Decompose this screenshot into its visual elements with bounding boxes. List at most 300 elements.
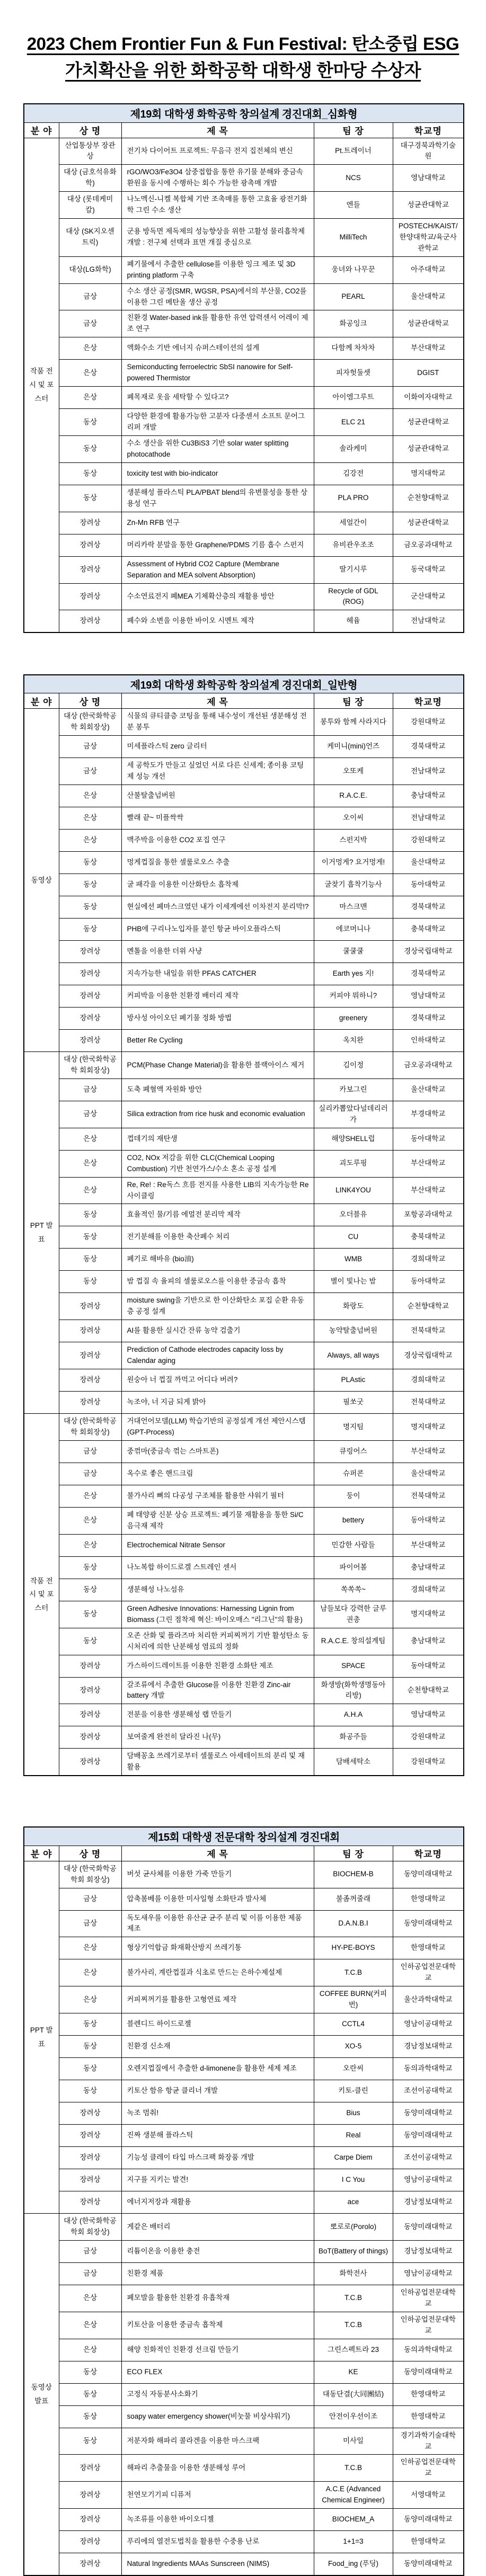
title-cell: 진짜 생분해 플라스틱 — [121, 2125, 314, 2147]
team-cell: 해양SHELL럽 — [314, 1128, 393, 1150]
title-cell: 녹조 멈춰! — [121, 2102, 314, 2125]
school-cell: 전북대학교 — [393, 1392, 464, 1414]
title-cell: CO2, NOx 저감을 위한 CLC(Chemical Looping Combustion) 기반 천연가스/수소 혼소 공정 설계 — [121, 1150, 314, 1177]
award-cell: 동상 — [59, 1579, 121, 1601]
table-row — [24, 807, 464, 830]
school-cell: 동양미래대학교 — [393, 2361, 464, 2383]
table-row — [24, 2058, 464, 2080]
team-cell: 김강전 — [314, 462, 393, 485]
title-cell: Silica extraction from rice husk and economic evaluation — [121, 1101, 314, 1128]
table-row — [24, 2509, 464, 2531]
team-cell: 커피야 뭐하니? — [314, 985, 393, 1008]
team-cell: 케미니(mini)언즈 — [314, 736, 393, 758]
title-cell: 맥주박을 이용한 CO2 포집 연구 — [121, 830, 314, 852]
team-cell: T.C.B — [314, 1959, 393, 1986]
team-cell: 오이씨 — [314, 807, 393, 830]
title-cell: 고정식 자동분사소화기 — [121, 2383, 314, 2405]
title-cell: 산불탈출넘버원 — [121, 785, 314, 807]
team-cell: T.C.B — [314, 2285, 393, 2312]
school-cell: 동양미래대학교 — [393, 2509, 464, 2531]
team-cell: Food_ing (푸딩) — [314, 2553, 393, 2575]
title-cell: 친환경 Water-based ink를 활용한 유연 압력센서 어레이 제조 연구 — [121, 310, 314, 337]
school-cell: 경남정보대학교 — [393, 2191, 464, 2214]
school-cell: 성균관대학교 — [393, 436, 464, 463]
award-cell: 동상 — [59, 436, 121, 463]
table-row — [24, 1030, 464, 1052]
title-cell: 키토산 함유 항균 클리너 개발 — [121, 2080, 314, 2102]
title-cell: ECO FLEX — [121, 2361, 314, 2383]
award-cell: 장려상 — [59, 2125, 121, 2147]
team-cell: Earth yes 지! — [314, 963, 393, 985]
award-cell: 장려상 — [59, 1704, 121, 1726]
team-cell: 미사일 — [314, 2428, 393, 2455]
team-cell: D.A.N.B.I — [314, 1910, 393, 1937]
award-cell: 금상 — [59, 310, 121, 337]
team-cell: BIOCHEM-B — [314, 1861, 393, 1888]
team-cell: Carpe Diem — [314, 2147, 393, 2169]
title-cell: Natural Ingredients MAAs Sunscreen (NIMS) — [121, 2553, 314, 2575]
award-cell: 금상 — [59, 1888, 121, 1910]
table-row — [24, 1204, 464, 1226]
award-cell: 은상 — [59, 830, 121, 852]
school-cell: 경상국립대학교 — [393, 1342, 464, 1369]
table-row — [24, 2191, 464, 2214]
table-row — [24, 1749, 464, 1776]
award-cell: 장려상 — [59, 941, 121, 963]
school-cell: 순천향대학교 — [393, 485, 464, 512]
award-cell: 장려상 — [59, 1030, 121, 1052]
title-cell: soapy water emergency shower(비눗물 비상샤워기) — [121, 2405, 314, 2428]
award-cell: 장려상 — [59, 1677, 121, 1704]
table-row — [24, 1101, 464, 1128]
team-cell: 웅녀와 나무꾼 — [314, 256, 393, 283]
award-cell: 동상 — [59, 409, 121, 436]
award-cell: 장려상 — [59, 1320, 121, 1342]
team-cell: T.C.B — [314, 2455, 393, 2482]
title-cell: 멍게껍질을 통한 셀룰로오스 추출 — [121, 852, 314, 874]
table-row — [24, 2125, 464, 2147]
school-cell: 동양미래대학교 — [393, 2553, 464, 2575]
table-row — [24, 1861, 464, 1888]
team-cell: 피자헛둘셋 — [314, 360, 393, 387]
title-cell: 지구를 지키는 발견! — [121, 2169, 314, 2191]
team-cell: greenery — [314, 1008, 393, 1030]
table-row — [24, 1534, 464, 1556]
award-cell: 장려상 — [59, 2102, 121, 2125]
table-row — [24, 1226, 464, 1249]
team-cell: PLA PRO — [314, 485, 393, 512]
school-cell: 동양미래대학교 — [393, 2125, 464, 2147]
school-cell: 경북대학교 — [393, 963, 464, 985]
team-cell: ace — [314, 2191, 393, 2214]
award-cell: 은상 — [59, 1986, 121, 2013]
title-cell: 미세플라스틱 zero 글리터 — [121, 736, 314, 758]
title-cell: 게같은 배터리 — [121, 2214, 314, 2241]
table-row — [24, 1293, 464, 1320]
table-title: 제19회 대학생 화학공학 창의설계 경진대회_심화형 — [24, 104, 464, 122]
title-cell: 수소 생산을 위한 Cu3BiS3 기반 solar water splitting photocathode — [121, 436, 314, 463]
table-row — [24, 2169, 464, 2191]
title-cell: 키토산을 이용한 중금속 흡착제 — [121, 2312, 314, 2339]
title-cell: 보여줄게 완전히 달라진 나(무) — [121, 1726, 314, 1749]
table-row — [24, 1910, 464, 1937]
table-row — [24, 219, 464, 257]
team-cell: T.C.B — [314, 2312, 393, 2339]
award-cell: 은상 — [59, 1959, 121, 1986]
school-cell: 인하공업전문대학교 — [393, 2285, 464, 2312]
team-cell: Bius — [314, 2102, 393, 2125]
school-cell: 부산대학교 — [393, 1534, 464, 1556]
title-cell: 불가사리, 계란껍질과 식초로 만드는 은하수제설제 — [121, 1959, 314, 1986]
title-cell: Zn-Mn RFB 연구 — [121, 512, 314, 534]
table-row — [24, 2080, 464, 2102]
school-cell: 경북대학교 — [393, 896, 464, 919]
table-row — [24, 2147, 464, 2169]
school-cell: 인하공업전문대학교 — [393, 2455, 464, 2482]
title-cell: 가스하이드레이트를 이용한 친환경 소화탄 제조 — [121, 1655, 314, 1677]
team-cell: 솔라케미 — [314, 436, 393, 463]
school-cell: 충남대학교 — [393, 785, 464, 807]
team-cell: 쏙쏙쏙~ — [314, 1579, 393, 1601]
table-row — [24, 610, 464, 632]
column-header-school: 학교명 — [393, 1846, 464, 1861]
team-cell: CU — [314, 1226, 393, 1249]
school-cell: 울산대학교 — [393, 283, 464, 310]
award-cell: 동상 — [59, 1271, 121, 1293]
award-cell: 동상 — [59, 1556, 121, 1579]
team-cell: 굴찾기 흡착기능사 — [314, 874, 393, 896]
team-cell: COFFEE BURN(커피번) — [314, 1986, 393, 2013]
award-cell: 금상 — [59, 1463, 121, 1485]
table-row — [24, 1177, 464, 1204]
school-cell: 영남대학교 — [393, 1704, 464, 1726]
table-row — [24, 165, 464, 192]
table-row — [24, 256, 464, 283]
school-cell: 부산대학교 — [393, 1150, 464, 1177]
table-row — [24, 1628, 464, 1655]
school-cell: 조선이공대학교 — [393, 2080, 464, 2102]
award-cell: 동상 — [59, 1204, 121, 1226]
table-row — [24, 283, 464, 310]
title-cell: Re, Re! : Re독스 흐름 전지를 사용한 LIB의 지속가능한 Re사이클링 — [121, 1177, 314, 1204]
table-row — [24, 192, 464, 219]
team-cell: 옥치완 — [314, 1030, 393, 1052]
tables — [23, 103, 463, 2576]
table-header-row — [24, 1846, 464, 1861]
table-row — [24, 1579, 464, 1601]
award-cell: 장려상 — [59, 534, 121, 556]
title-cell: 도축 폐혈액 자원화 방안 — [121, 1078, 314, 1101]
team-cell: CCTL4 — [314, 2013, 393, 2036]
award-cell: 동상 — [59, 1601, 121, 1628]
table-header-row — [24, 122, 464, 138]
award-cell: 대상 (한국화학공학회 회장상) — [59, 2214, 121, 2241]
table-row — [24, 963, 464, 985]
school-cell: 경희대학교 — [393, 1369, 464, 1392]
school-cell: 충남대학교 — [393, 1556, 464, 1579]
table-row — [24, 462, 464, 485]
title-cell: 효율적인 물/기름 에멀전 분리막 제작 — [121, 1204, 314, 1226]
table-row — [24, 2240, 464, 2262]
title-cell: 담배꽁초 쓰레기로부터 셀룰로스 아세테이트의 분리 및 재활용 — [121, 1749, 314, 1776]
spacer — [23, 83, 463, 103]
award-cell: 대상 (한국화학공학 회회장상) — [59, 1052, 121, 1079]
title-cell: 에너지저장과 재활용 — [121, 2191, 314, 2214]
school-cell: 동의과학대학교 — [393, 2339, 464, 2361]
award-cell: 동상 — [59, 896, 121, 919]
column-header-title: 제 목 — [121, 693, 314, 709]
title-cell: 밤 껍질 속 율피의 셀룰로오스를 이용한 중금속 흡착 — [121, 1271, 314, 1293]
table-title-row — [24, 104, 464, 122]
team-cell: NCS — [314, 165, 393, 192]
awards-table — [23, 1826, 464, 2575]
title-cell: 전분을 이용한 생분해성 랩 만들기 — [121, 1704, 314, 1726]
school-cell: 울산대학교 — [393, 852, 464, 874]
team-cell: 화생방(화학생명동아리방) — [314, 1677, 393, 1704]
title-cell: 머리카락 분말을 통한 Graphene/PDMS 기름 흡수 스펀지 — [121, 534, 314, 556]
table-row — [24, 985, 464, 1008]
title-cell: PCM(Phase Change Material)을 활용한 블랙아이스 제거 — [121, 1052, 314, 1079]
team-cell: SPACE — [314, 1655, 393, 1677]
table-row — [24, 1150, 464, 1177]
team-cell: 다함께 차차차 — [314, 337, 393, 360]
table-row — [24, 556, 464, 583]
school-cell: 울산과학대학교 — [393, 1986, 464, 2013]
school-cell: 영남이공대학교 — [393, 2013, 464, 2036]
school-cell: 강원대학교 — [393, 830, 464, 852]
title-cell: 폐기로 해바유 (bio油) — [121, 1249, 314, 1271]
team-cell: 불좀꺼줄래 — [314, 1888, 393, 1910]
school-cell: 충북대학교 — [393, 1226, 464, 1249]
award-cell: 동상 — [59, 874, 121, 896]
title-cell: toxicity test with bio-indicator — [121, 462, 314, 485]
title-cell: 원숭아 너 껍질 까먹고 어디다 버려? — [121, 1369, 314, 1392]
table-row — [24, 310, 464, 337]
team-cell: 쿨쿨쿨 — [314, 941, 393, 963]
table-row — [24, 1655, 464, 1677]
award-cell: 금상 — [59, 1078, 121, 1101]
team-cell: 헤윰 — [314, 610, 393, 632]
school-cell: 대구경북과학기술원 — [393, 138, 464, 165]
table-row — [24, 1888, 464, 1910]
column-header-school: 학교명 — [393, 122, 464, 138]
team-cell: 아이엠그루트 — [314, 387, 393, 409]
title-cell: 푸리에의 열전도법칙을 활용한 수중용 난로 — [121, 2531, 314, 2553]
award-cell: 은상 — [59, 2285, 121, 2312]
title-cell: 블렌디드 하이드로젤 — [121, 2013, 314, 2036]
award-cell: 은상 — [59, 807, 121, 830]
table-row — [24, 2531, 464, 2553]
table-row — [24, 1440, 464, 1463]
title-cell: Better Re Cycling — [121, 1030, 314, 1052]
table-row — [24, 1507, 464, 1534]
school-cell: 부산대학교 — [393, 1440, 464, 1463]
title-cell: Electrochemical Nitrate Sensor — [121, 1534, 314, 1556]
team-cell: PLAstic — [314, 1369, 393, 1392]
team-cell: 카보그린 — [314, 1078, 393, 1101]
team-cell: 뽀로로(Porolo) — [314, 2214, 393, 2241]
school-cell: 울산대학교 — [393, 1078, 464, 1101]
award-cell: 동상 — [59, 2361, 121, 2383]
award-cell: 동상 — [59, 2058, 121, 2080]
school-cell: 전남대학교 — [393, 610, 464, 632]
title-cell: 현실에선 폐마스크였던 내가 이세계에선 이차전지 분리막!? — [121, 896, 314, 919]
team-cell: Recycle of GDL (ROG) — [314, 583, 393, 610]
team-cell: 마스크맨 — [314, 896, 393, 919]
award-cell: 장려상 — [59, 610, 121, 632]
title-cell: 불가사리 뼈의 다공성 구조체를 활용한 샤워기 필터 — [121, 1485, 314, 1507]
school-cell: 한영대학교 — [393, 1937, 464, 1959]
school-cell: 경북대학교 — [393, 1008, 464, 1030]
team-cell: 필쏘굿 — [314, 1392, 393, 1414]
column-header-award: 상 명 — [59, 122, 121, 138]
award-cell: 동상 — [59, 485, 121, 512]
award-cell: 동상 — [59, 2405, 121, 2428]
title-cell: 천연모기기피 디퓨저 — [121, 2482, 314, 2509]
column-header-school: 학교명 — [393, 693, 464, 709]
team-cell: BIOCHEM_A — [314, 2509, 393, 2531]
award-cell: 장려상 — [59, 2455, 121, 2482]
award-cell: 은상 — [59, 360, 121, 387]
title-cell: 수소 생산 공정(SMR, WGSR, PSA)에서의 부산물, CO2를 이용한 그린 메탄올 생산 공정 — [121, 283, 314, 310]
school-cell: 동아대학교 — [393, 874, 464, 896]
team-cell: 오더블유 — [314, 1204, 393, 1226]
award-cell: 대상 (한국화학공학 회회장상) — [59, 1414, 121, 1441]
award-cell: 금상 — [59, 283, 121, 310]
team-cell: 민감한 사람들 — [314, 1534, 393, 1556]
column-header-award: 상 명 — [59, 693, 121, 709]
table-row — [24, 1986, 464, 2013]
award-cell: 동상 — [59, 919, 121, 941]
school-cell: 순천향대학교 — [393, 1293, 464, 1320]
title-cell: 해파리 추출물을 이용한 생분해성 루어 — [121, 2455, 314, 2482]
table-row — [24, 583, 464, 610]
award-cell: 은상 — [59, 1485, 121, 1507]
title-cell: 생분해성 나노섬유 — [121, 1579, 314, 1601]
school-cell: 한영대학교 — [393, 2405, 464, 2428]
title-cell: 굴 패각을 이용한 이산화탄소 흡착제 — [121, 874, 314, 896]
table-row — [24, 758, 464, 785]
team-cell: WMB — [314, 1249, 393, 1271]
award-cell: 금상 — [59, 758, 121, 785]
award-cell: 장려상 — [59, 2482, 121, 2509]
team-cell: 그린스펙트라 23 — [314, 2339, 393, 2361]
award-cell: 은상 — [59, 785, 121, 807]
award-cell: 장려상 — [59, 556, 121, 583]
school-cell: 아주대학교 — [393, 256, 464, 283]
team-cell: XO-5 — [314, 2036, 393, 2058]
category-cell: 동영상 발표 — [24, 2214, 59, 2575]
school-cell: 순천향대학교 — [393, 1677, 464, 1704]
team-cell: 스펀지박 — [314, 830, 393, 852]
title-cell: 폐목재로 옷을 세탁할 수 있다고? — [121, 387, 314, 409]
award-cell: 동상 — [59, 2013, 121, 2036]
title-cell: 녹조류를 이용한 바이오디젤 — [121, 2509, 314, 2531]
table-row — [24, 1463, 464, 1485]
column-header-field: 분 야 — [24, 693, 59, 709]
column-header-field: 분 야 — [24, 122, 59, 138]
school-cell: 경희대학교 — [393, 1579, 464, 1601]
team-cell: Pt.트레이너 — [314, 138, 393, 165]
award-cell: 장려상 — [59, 1655, 121, 1677]
table-row — [24, 2036, 464, 2058]
school-cell: 인하공업전문대학교 — [393, 2312, 464, 2339]
table-row — [24, 1128, 464, 1150]
school-cell: 경기과학기술대학교 — [393, 2428, 464, 2455]
school-cell: 한영대학교 — [393, 1888, 464, 1910]
table-row — [24, 709, 464, 736]
team-cell: 김이정 — [314, 1052, 393, 1079]
team-cell: 화공주들 — [314, 1726, 393, 1749]
school-cell: 동아대학교 — [393, 1507, 464, 1534]
award-cell: 장려상 — [59, 1392, 121, 1414]
award-cell: 동상 — [59, 852, 121, 874]
award-cell: 은상 — [59, 1534, 121, 1556]
title-cell: Semiconducting ferroelectric SbSI nanowire for Self-powered Thermistor — [121, 360, 314, 387]
award-cell: 금상 — [59, 1101, 121, 1128]
team-cell: 화공잉크 — [314, 310, 393, 337]
team-cell: HY-PE-BOYS — [314, 1937, 393, 1959]
team-cell: BoT(Battery of things) — [314, 2240, 393, 2262]
award-cell: 금상 — [59, 1910, 121, 1937]
table-row — [24, 1052, 464, 1079]
award-cell: 장려상 — [59, 1008, 121, 1030]
school-cell: 한영대학교 — [393, 2383, 464, 2405]
award-cell: 대상 (금호석유화학) — [59, 165, 121, 192]
title-cell: 오렌지껍질에서 추출한 d-limonene을 활용한 세제 제조 — [121, 2058, 314, 2080]
award-cell: 장려상 — [59, 2509, 121, 2531]
team-cell: 화학전사 — [314, 2262, 393, 2285]
team-cell: 남들보다 강력한 글루권총 — [314, 1601, 393, 1628]
table-row — [24, 1704, 464, 1726]
team-cell: Real — [314, 2125, 393, 2147]
title-cell: 폐 태양광 신분 상승 프로젝트: 폐기물 재활용을 통한 Si/C 음극재 제작 — [121, 1507, 314, 1534]
team-cell: 둥이 — [314, 1485, 393, 1507]
team-cell: 담배세탁소 — [314, 1749, 393, 1776]
table-row — [24, 1485, 464, 1507]
school-cell: 동양미래대학교 — [393, 2214, 464, 2241]
team-cell: 봉투와 함께 사라지다 — [314, 709, 393, 736]
table-row — [24, 1320, 464, 1342]
award-cell: 은상 — [59, 1937, 121, 1959]
table-row — [24, 2553, 464, 2575]
title-cell: 전기차 다이어트 프로젝트: 무음극 전지 집전체의 변신 — [121, 138, 314, 165]
title-cell: Green Adhesive Innovations: Harnessing Lignin from Biomass (그린 점착제 혁신: 바이오매스 "리그닌"의 활용) — [121, 1601, 314, 1628]
award-cell: 장려상 — [59, 2531, 121, 2553]
award-cell: 장려상 — [59, 1293, 121, 1320]
school-cell: 군산대학교 — [393, 583, 464, 610]
title-cell: 식물의 큐티클층 코팅을 통해 내수성이 개선된 생분해성 전분 봉투 — [121, 709, 314, 736]
title-cell: 녹조야, 너 지금 되게 밝아 — [121, 1392, 314, 1414]
team-cell: Always, all ways — [314, 1342, 393, 1369]
team-cell: 화랑도 — [314, 1293, 393, 1320]
award-cell: 동상 — [59, 2036, 121, 2058]
school-cell: 동양미래대학교 — [393, 2102, 464, 2125]
school-cell: 서영대학교 — [393, 2482, 464, 2509]
award-cell: 장려상 — [59, 2147, 121, 2169]
school-cell: 영남대학교 — [393, 165, 464, 192]
table-row — [24, 1414, 464, 1441]
school-cell: 동양미래대학교 — [393, 1861, 464, 1888]
award-cell: 동상 — [59, 1249, 121, 1271]
school-cell: 울산대학교 — [393, 1463, 464, 1485]
award-cell: 대상 (SK지오센트릭) — [59, 219, 121, 257]
school-cell: 명지대학교 — [393, 1414, 464, 1441]
table-row — [24, 1369, 464, 1392]
team-cell: 농약탈출넘버원 — [314, 1320, 393, 1342]
award-cell: 은상 — [59, 1150, 121, 1177]
title-cell: 갈조류에서 추출한 Glucose를 이용한 친환경 Zinc-air battery 개발 — [121, 1677, 314, 1704]
